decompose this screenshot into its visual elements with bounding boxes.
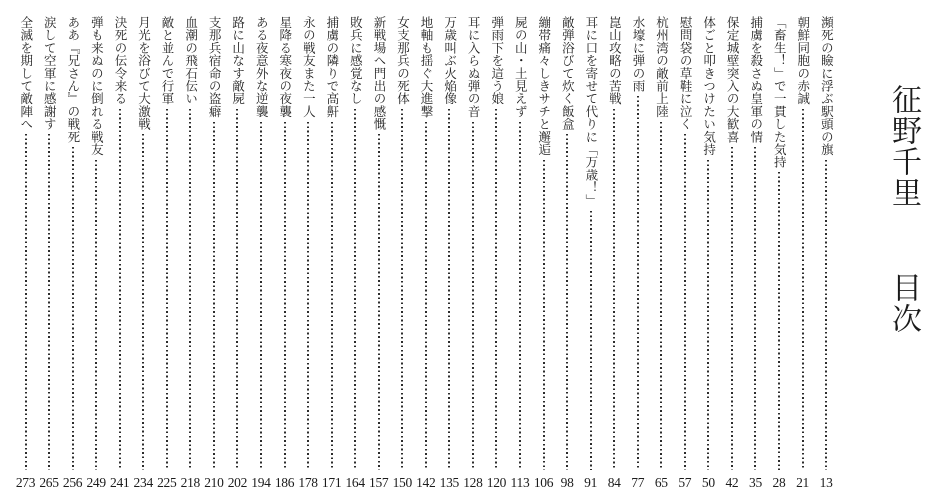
toc-entry-title: 血潮の飛石伝い [183,16,198,105]
toc-entry [155,16,178,491]
toc-entry-page-number: 42 [725,475,739,490]
dotted-leader [543,160,545,470]
toc-entry [579,16,602,491]
toc-entry [673,16,696,491]
toc-entry-page-number: 135 [439,475,460,490]
toc-entry-title: 永の戦友また一人 [301,16,316,118]
toc-entry [297,16,320,491]
dotted-leader [95,160,97,470]
toc-list [14,16,838,491]
toc-entry-title: 月光を浴びて大激戦 [136,16,151,131]
toc-entry-title: 体ごと叩きつけたい気持 [701,16,716,156]
toc-entry-page-number: 57 [678,475,692,490]
toc-entry-page-number: 194 [251,475,271,490]
dotted-leader [448,109,450,470]
toc-entry [320,16,343,491]
dotted-leader [660,122,662,470]
toc-entry-title: 万歳叫ぶ火焔像 [442,16,457,105]
toc-entry-page-number: 210 [204,475,224,490]
toc-entry-page-number: 28 [772,475,786,490]
toc-entry [367,16,390,491]
dotted-leader [495,109,497,470]
toc-entry-page-number: 178 [298,475,318,490]
toc-entry-title: 敵と並んで行軍 [160,16,175,105]
dotted-leader [590,211,592,471]
toc-entry-title: 新戦場へ門出の感慨 [371,16,386,131]
toc-entry-title: 杭州湾の敵前上陸 [654,16,669,118]
dotted-leader [684,134,686,470]
toc-entry-title: 決死の伝令来る [112,16,127,105]
toc-entry-title: 敵弾浴びて炊く飯盒 [560,16,575,131]
dotted-leader [378,134,380,470]
toc-entry [249,16,272,491]
toc-entry-title: 崑山攻略の苦戦 [607,16,622,105]
toc-entry [132,16,155,491]
toc-entry-title: 捕虜の隣りで高鼾 [324,16,339,118]
toc-entry [344,16,367,491]
dotted-leader [236,109,238,470]
toc-entry-page-number: 202 [227,475,248,490]
toc-entry-page-number: 35 [749,475,762,490]
toc-entry-page-number: 120 [486,475,507,490]
toc-entry-page-number: 77 [631,475,645,490]
toc-entry [14,16,37,491]
toc-entry-title: 水壕に弾の雨 [630,16,645,93]
dotted-leader [307,122,309,470]
toc-entry [720,16,743,491]
dotted-leader [825,160,827,470]
toc-entry [38,16,61,491]
toc-entry [508,16,531,491]
toc-entry [391,16,414,491]
toc-entry-page-number: 21 [796,475,809,490]
toc-entry-title: 敗兵に感覚なし [348,16,363,105]
toc-entry-page-number: 164 [345,475,365,490]
toc-entry-page-number: 265 [39,475,59,490]
dotted-leader [72,147,74,470]
dotted-leader [613,109,615,470]
toc-entry [202,16,225,491]
toc-entry-page-number: 142 [416,475,436,490]
toc-entry [603,16,626,491]
toc-entry [179,16,202,491]
toc-entry-title: 繃帯痛々しきサチと邂逅 [536,16,551,156]
toc-entry-page-number: 98 [560,475,574,490]
toc-entry-page-number: 50 [701,475,715,490]
dotted-leader [25,134,27,470]
toc-entry [85,16,108,491]
dotted-leader [354,109,356,470]
dotted-leader [401,109,403,470]
toc-entry-page-number: 13 [819,475,833,490]
toc-entry-page-number: 186 [274,475,295,490]
toc-entry-title: ある夜意外な逆襲 [254,16,269,118]
toc-entry-title: 屍の山・土見えず [513,16,528,118]
toc-entry-page-number: 128 [463,475,483,490]
toc-entry [226,16,249,491]
toc-entry-page-number: 84 [607,475,621,490]
toc-entry-title: 路に山なす敵屍 [230,16,245,105]
toc-entry-title: ああ『兄さん』の戦死 [65,16,80,143]
book-title: 征野千里 [887,84,920,208]
toc-entry-page-number: 234 [133,475,153,490]
toc-entry [414,16,437,491]
contents-label: 目次 [887,272,920,334]
toc-entry-title: 全滅を期して敵陣へ [18,16,33,131]
toc-entry-page-number: 218 [180,475,200,490]
toc-entry-title: 女支那兵の死体 [395,16,410,105]
toc-entry-title: 保定城壁突入の大歓喜 [725,16,740,143]
dotted-leader [731,147,733,470]
toc-entry-page-number: 249 [86,475,106,490]
dotted-leader [707,160,709,470]
dotted-leader [284,122,286,470]
toc-entry-page-number: 171 [321,475,342,490]
toc-entry-title: 弾も来ぬのに倒れる戦友 [89,16,104,156]
dotted-leader [142,134,144,470]
toc-entry [791,16,814,491]
toc-entry-page-number: 241 [110,475,130,490]
dotted-leader [119,109,121,470]
toc-entry-page-number: 113 [510,475,530,490]
dotted-leader [472,122,474,470]
toc-entry [532,16,555,491]
toc-entry-title: 支那兵宿命の盗癖 [207,16,222,118]
toc-entry [461,16,484,491]
toc-entry-page-number: 106 [533,475,554,490]
dotted-leader [189,109,191,470]
toc-entry-title: 涙して空軍に感謝す [42,16,57,131]
toc-entry-page-number: 225 [157,475,177,490]
toc-entry [626,16,649,491]
toc-entry [556,16,579,491]
dotted-leader [48,134,50,470]
toc-entry-page-number: 157 [369,475,389,490]
toc-entry [61,16,84,491]
toc-entry-page-number: 91 [584,475,598,490]
toc-entry [650,16,673,491]
dotted-leader [519,122,521,470]
toc-entry-page-number: 150 [392,475,412,490]
toc-entry-title: 捕虜を殺さぬ皇軍の情 [748,16,763,143]
toc-entry [744,16,767,491]
dotted-leader [166,109,168,470]
dotted-leader [778,172,780,470]
dotted-leader [260,122,262,470]
dotted-leader [754,147,756,470]
toc-entry [697,16,720,491]
toc-entry-page-number: 256 [62,475,83,490]
toc-entry-title: 「畜生！」で一貫した気持 [772,16,787,169]
toc-entry-title: 耳に口を寄せて代りに「万歳！」 [583,16,598,207]
toc-entry [485,16,508,491]
dotted-leader [566,134,568,470]
toc-entry [815,16,838,491]
toc-entry [273,16,296,491]
toc-entry [108,16,131,491]
toc-entry-page-number: 273 [15,475,36,490]
dotted-leader [213,122,215,470]
toc-entry-title: 弾雨下を這う娘 [489,16,504,105]
toc-entry-title: 星降る寒夜の夜襲 [277,16,292,118]
toc-entry-title: 耳に入らぬ弾の音 [466,16,481,118]
toc-entry-title: 朝鮮同胞の赤誠 [795,16,810,105]
book-title-block [888,84,918,334]
toc-entry [768,16,791,491]
dotted-leader [331,122,333,470]
toc-entry-title: 慰問袋の草鞋に泣く [678,16,693,131]
toc-entry [438,16,461,491]
dotted-leader [802,109,804,470]
toc-entry-title: 地軸も揺ぐ大進撃 [419,16,434,118]
dotted-leader [425,122,427,470]
toc-entry-page-number: 65 [654,475,668,490]
dotted-leader [637,96,639,470]
toc-entry-title: 瀕死の瞼に浮ぶ駅頭の旗 [819,16,834,156]
